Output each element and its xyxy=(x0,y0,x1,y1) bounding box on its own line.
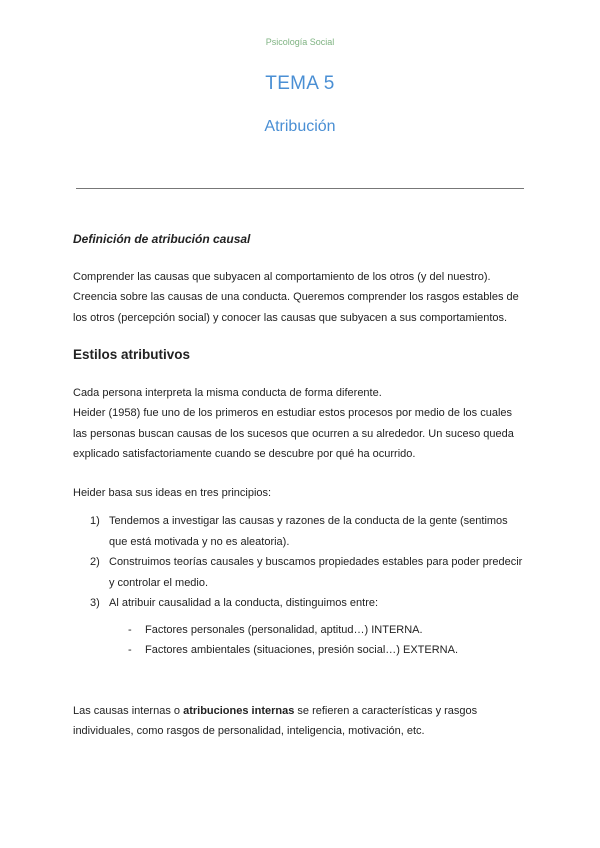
list-text: Construimos teorías causales y buscamos propiedades estables para poder predecir y controlar el medio. xyxy=(109,556,523,589)
horizontal-divider xyxy=(76,188,524,189)
paragraph-text: se refieren a características y rasgos individuales, como rasgos de personalidad, inteligencia, motivación, etc. xyxy=(73,704,478,737)
principles-intro: Heider basa sus ideas en tres principios: xyxy=(73,486,272,499)
header-subject: Psicología Social xyxy=(265,37,335,47)
list-number: 1) xyxy=(90,515,100,527)
paragraph-text: Las causas internas o xyxy=(73,704,184,717)
list-text: Factores personales (personalidad, aptitud…) INTERNA. xyxy=(145,623,423,636)
styles-paragraph-line1: Cada persona interpreta la misma conducta de forma diferente. xyxy=(73,386,382,399)
section-heading-definition: Definición de atribución causal xyxy=(73,232,251,246)
styles-paragraph-heider: Heider (1958) fue uno de los primeros en estudiar estos procesos por medio de los cuales las personas buscan causas de los sucesos que ocurren a su alrededor. Un suceso queda explicado satisfactoriamente cuando se descubre por qué ha ocurrido. xyxy=(73,407,514,460)
principles-list xyxy=(73,511,529,614)
section-heading-styles: Estilos atributivos xyxy=(73,347,191,362)
list-text: Al atribuir causalidad a la conducta, distinguimos entre: xyxy=(109,597,379,609)
definition-paragraph: Comprender las causas que subyacen al comportamiento de los otros (y del nuestro). Creencia sobre las causas de una conducta. Queremos comprender los rasgos estables de los otros (percepción social) y conocer las causas que subyacen a sus comportamientos. xyxy=(73,270,519,324)
list-number: 3) xyxy=(90,597,100,609)
list-item xyxy=(73,640,529,661)
list-number: 2) xyxy=(90,556,100,568)
topic-title: TEMA 5 xyxy=(265,73,335,94)
list-text: Factores ambientales (situaciones, presión social…) EXTERNA. xyxy=(145,644,459,656)
bold-term: atribuciones internas xyxy=(183,704,295,717)
list-item xyxy=(73,552,529,593)
factors-list xyxy=(73,620,529,661)
dash-bullet: - xyxy=(128,644,132,656)
internal-attributions-paragraph xyxy=(73,701,529,742)
document-body xyxy=(73,229,529,742)
list-item xyxy=(73,593,529,614)
topic-subtitle: Atribución xyxy=(264,118,336,135)
list-item xyxy=(73,620,529,641)
dash-bullet: - xyxy=(128,623,132,636)
list-text: Tendemos a investigar las causas y razones de la conducta de la gente (sentimos que está motivada y no es aleatoria). xyxy=(109,515,508,548)
list-item xyxy=(73,511,529,552)
